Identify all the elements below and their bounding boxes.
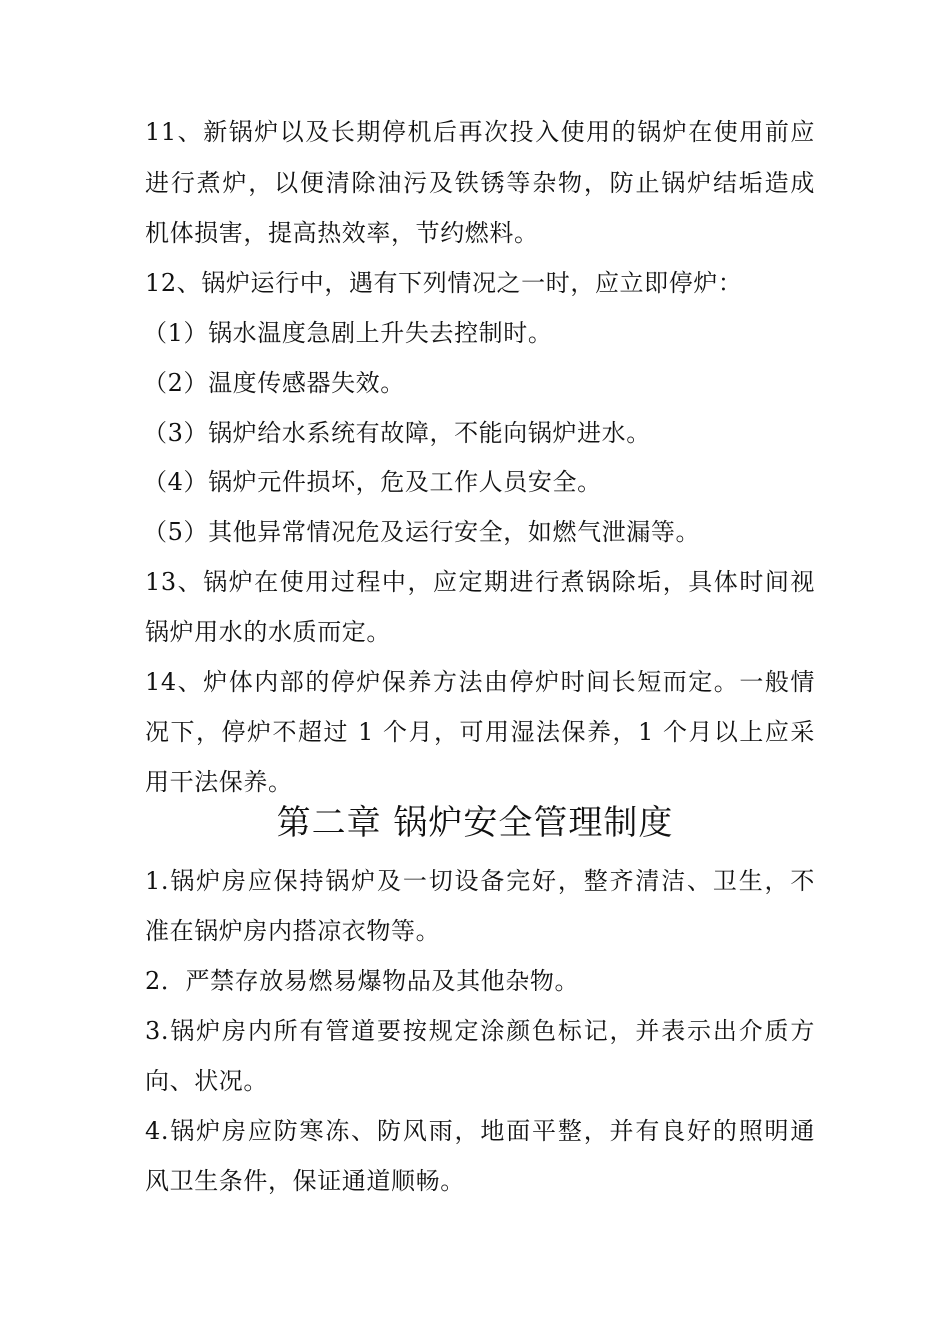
paragraph-14-line-2: 况下，停炉不超过 1 个月，可用湿法保养，1 个月以上应采 bbox=[145, 718, 815, 746]
rule-1-line-1: 1.锅炉房应保持锅炉及一切设备完好，整齐清洁、卫生，不 bbox=[145, 867, 815, 895]
rule-3-line-1: 3.锅炉房内所有管道要按规定涂颜色标记，并表示出介质方 bbox=[145, 1017, 815, 1045]
chapter-heading: 第二章 锅炉安全管理制度 bbox=[276, 803, 674, 843]
rule-3-line-2: 向、状况。 bbox=[145, 1067, 268, 1095]
paragraph-13-line-2: 锅炉用水的水质而定。 bbox=[145, 618, 391, 646]
paragraph-11-line-1: 11、新锅炉以及长期停机后再次投入使用的锅炉在使用前应 bbox=[145, 118, 815, 146]
paragraph-12-line-1: 12、锅炉运行中，遇有下列情况之一时，应立即停炉： bbox=[145, 269, 743, 297]
paragraph-14-line-1: 14、炉体内部的停炉保养方法由停炉时间长短而定。一般情 bbox=[145, 668, 815, 696]
paragraph-11-line-2: 进行煮炉，以便清除油污及铁锈等杂物，防止锅炉结垢造成 bbox=[145, 169, 815, 197]
rule-4-line-2: 风卫生条件，保证通道顺畅。 bbox=[145, 1167, 465, 1195]
rule-4-line-1: 4.锅炉房应防寒冻、防风雨，地面平整，并有良好的照明通 bbox=[145, 1117, 815, 1145]
list-item-3: （3）锅炉给水系统有故障，不能向锅炉进水。 bbox=[143, 419, 651, 447]
rule-1-line-2: 准在锅炉房内搭凉衣物等。 bbox=[145, 917, 441, 945]
paragraph-13-line-1: 13、锅炉在使用过程中，应定期进行煮锅除垢，具体时间视 bbox=[145, 568, 815, 596]
list-item-5: （5）其他异常情况危及运行安全，如燃气泄漏等。 bbox=[143, 518, 701, 546]
paragraph-14-line-3: 用干法保养。 bbox=[145, 768, 293, 796]
rule-2-line-1: 2．严禁存放易燃易爆物品及其他杂物。 bbox=[145, 967, 580, 995]
list-item-1: （1）锅水温度急剧上升失去控制时。 bbox=[143, 319, 553, 347]
paragraph-11-line-3: 机体损害，提高热效率，节约燃料。 bbox=[145, 219, 539, 247]
list-item-2: （2）温度传感器失效。 bbox=[143, 369, 405, 397]
list-item-4: （4）锅炉元件损坏，危及工作人员安全。 bbox=[143, 468, 602, 496]
